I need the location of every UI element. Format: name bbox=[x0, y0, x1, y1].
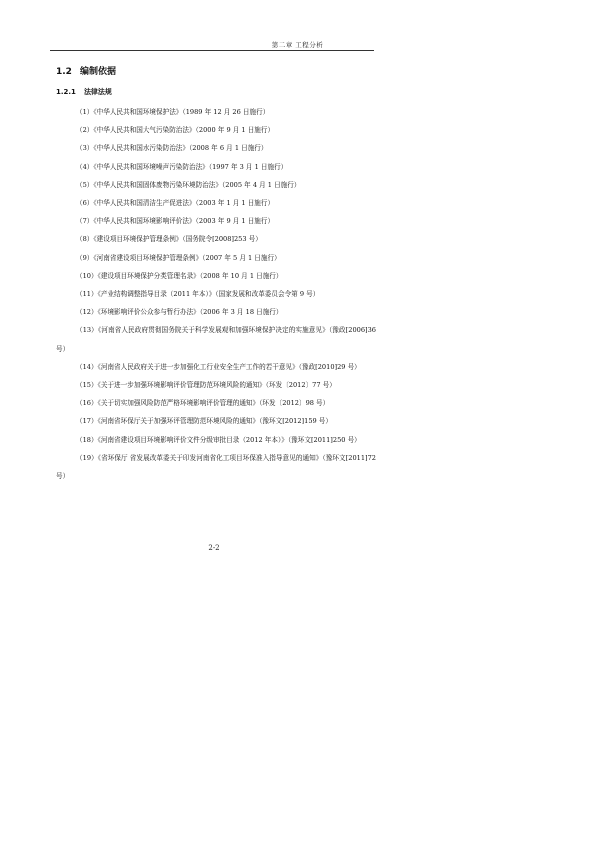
list-item: （11）《产业结构调整指导目录（2011 年本）》（国家发展和改革委员会令第 9 号） bbox=[76, 290, 320, 299]
page-number: 2-2 bbox=[208, 544, 220, 552]
list-item: （2）《中华人民共和国大气污染防治法》（2000 年 9 月 1 日施行） bbox=[76, 126, 275, 135]
list-item: （19）《省环保厅 省发展改革委关于印发河南省化工项目环保准入指导意见的通知》（豫环文[2011]72 号） bbox=[56, 453, 376, 481]
section-heading bbox=[56, 64, 116, 77]
section-number: 1.2 bbox=[56, 67, 72, 77]
header-rule bbox=[50, 50, 374, 51]
list-item: （16）《关于切实加强风险防范严格环境影响评价管理的通知》（环发〔2012〕98 号） bbox=[76, 399, 330, 408]
list-item: （3）《中华人民共和国水污染防治法》（2008 年 6 月 1 日施行） bbox=[76, 144, 268, 153]
list-item: （13）《河南省人民政府贯彻国务院关于科学发展观和加强环境保护决定的实施意见》（豫政[2006]36 号） bbox=[56, 326, 376, 353]
list-item: （8）《建设项目环境保护管理条例》（国务院令[2008]253 号） bbox=[76, 235, 262, 244]
list-item: （9）《河南省建设项目环境保护管理条例》（2007 年 5 月 1 日施行） bbox=[76, 253, 281, 262]
page-header: 第二章 工程分析 bbox=[271, 41, 324, 49]
list-item: （14）《河南省人民政府关于进一步加强化工行业安全生产工作的若干意见》（豫政[2010]29 号） bbox=[76, 362, 361, 371]
section-title: 编制依据 bbox=[79, 67, 116, 77]
list-item: （10）《建设项目环境保护分类管理名录》（2008 年 10 月 1 日施行） bbox=[76, 271, 283, 280]
list-item: （18）《河南省建设项目环境影响评价文件分级审批目录（2012 年本）》（豫环文[2011]250 号） bbox=[76, 435, 361, 444]
list-item: （6）《中华人民共和国清洁生产促进法》（2003 年 1 月 1 日施行） bbox=[76, 199, 275, 208]
regulation-list bbox=[56, 103, 376, 485]
list-item: （1）《中华人民共和国环境保护法》（1989 年 12 月 26 日施行） bbox=[76, 108, 270, 116]
list-item: （15）《关于进一步加强环境影响评价管理防范环境风险的通知》（环发〔2012〕77 号） bbox=[76, 381, 336, 390]
subsection-heading bbox=[56, 87, 112, 97]
list-item: （5）《中华人民共和国固体废物污染环境防治法》（2005 年 4 月 1 日施行） bbox=[76, 180, 301, 189]
subsection-number: 1.2.1 bbox=[56, 88, 76, 96]
list-item: （4）《中华人民共和国环境噪声污染防治法》（1997 年 3 月 1 日施行） bbox=[76, 162, 288, 171]
subsection-title: 法律法规 bbox=[83, 88, 112, 96]
list-item: （7）《中华人民共和国环境影响评价法》（2003 年 9 月 1 日施行） bbox=[76, 217, 275, 226]
list-item: （12）《环境影响评价公众参与暂行办法》（2006 年 3 月 18 日施行） bbox=[76, 308, 283, 317]
list-item: （17）《河南省环保厅关于加强环评管理防范环境风险的通知》（豫环文[2012]159 号） bbox=[76, 417, 332, 426]
